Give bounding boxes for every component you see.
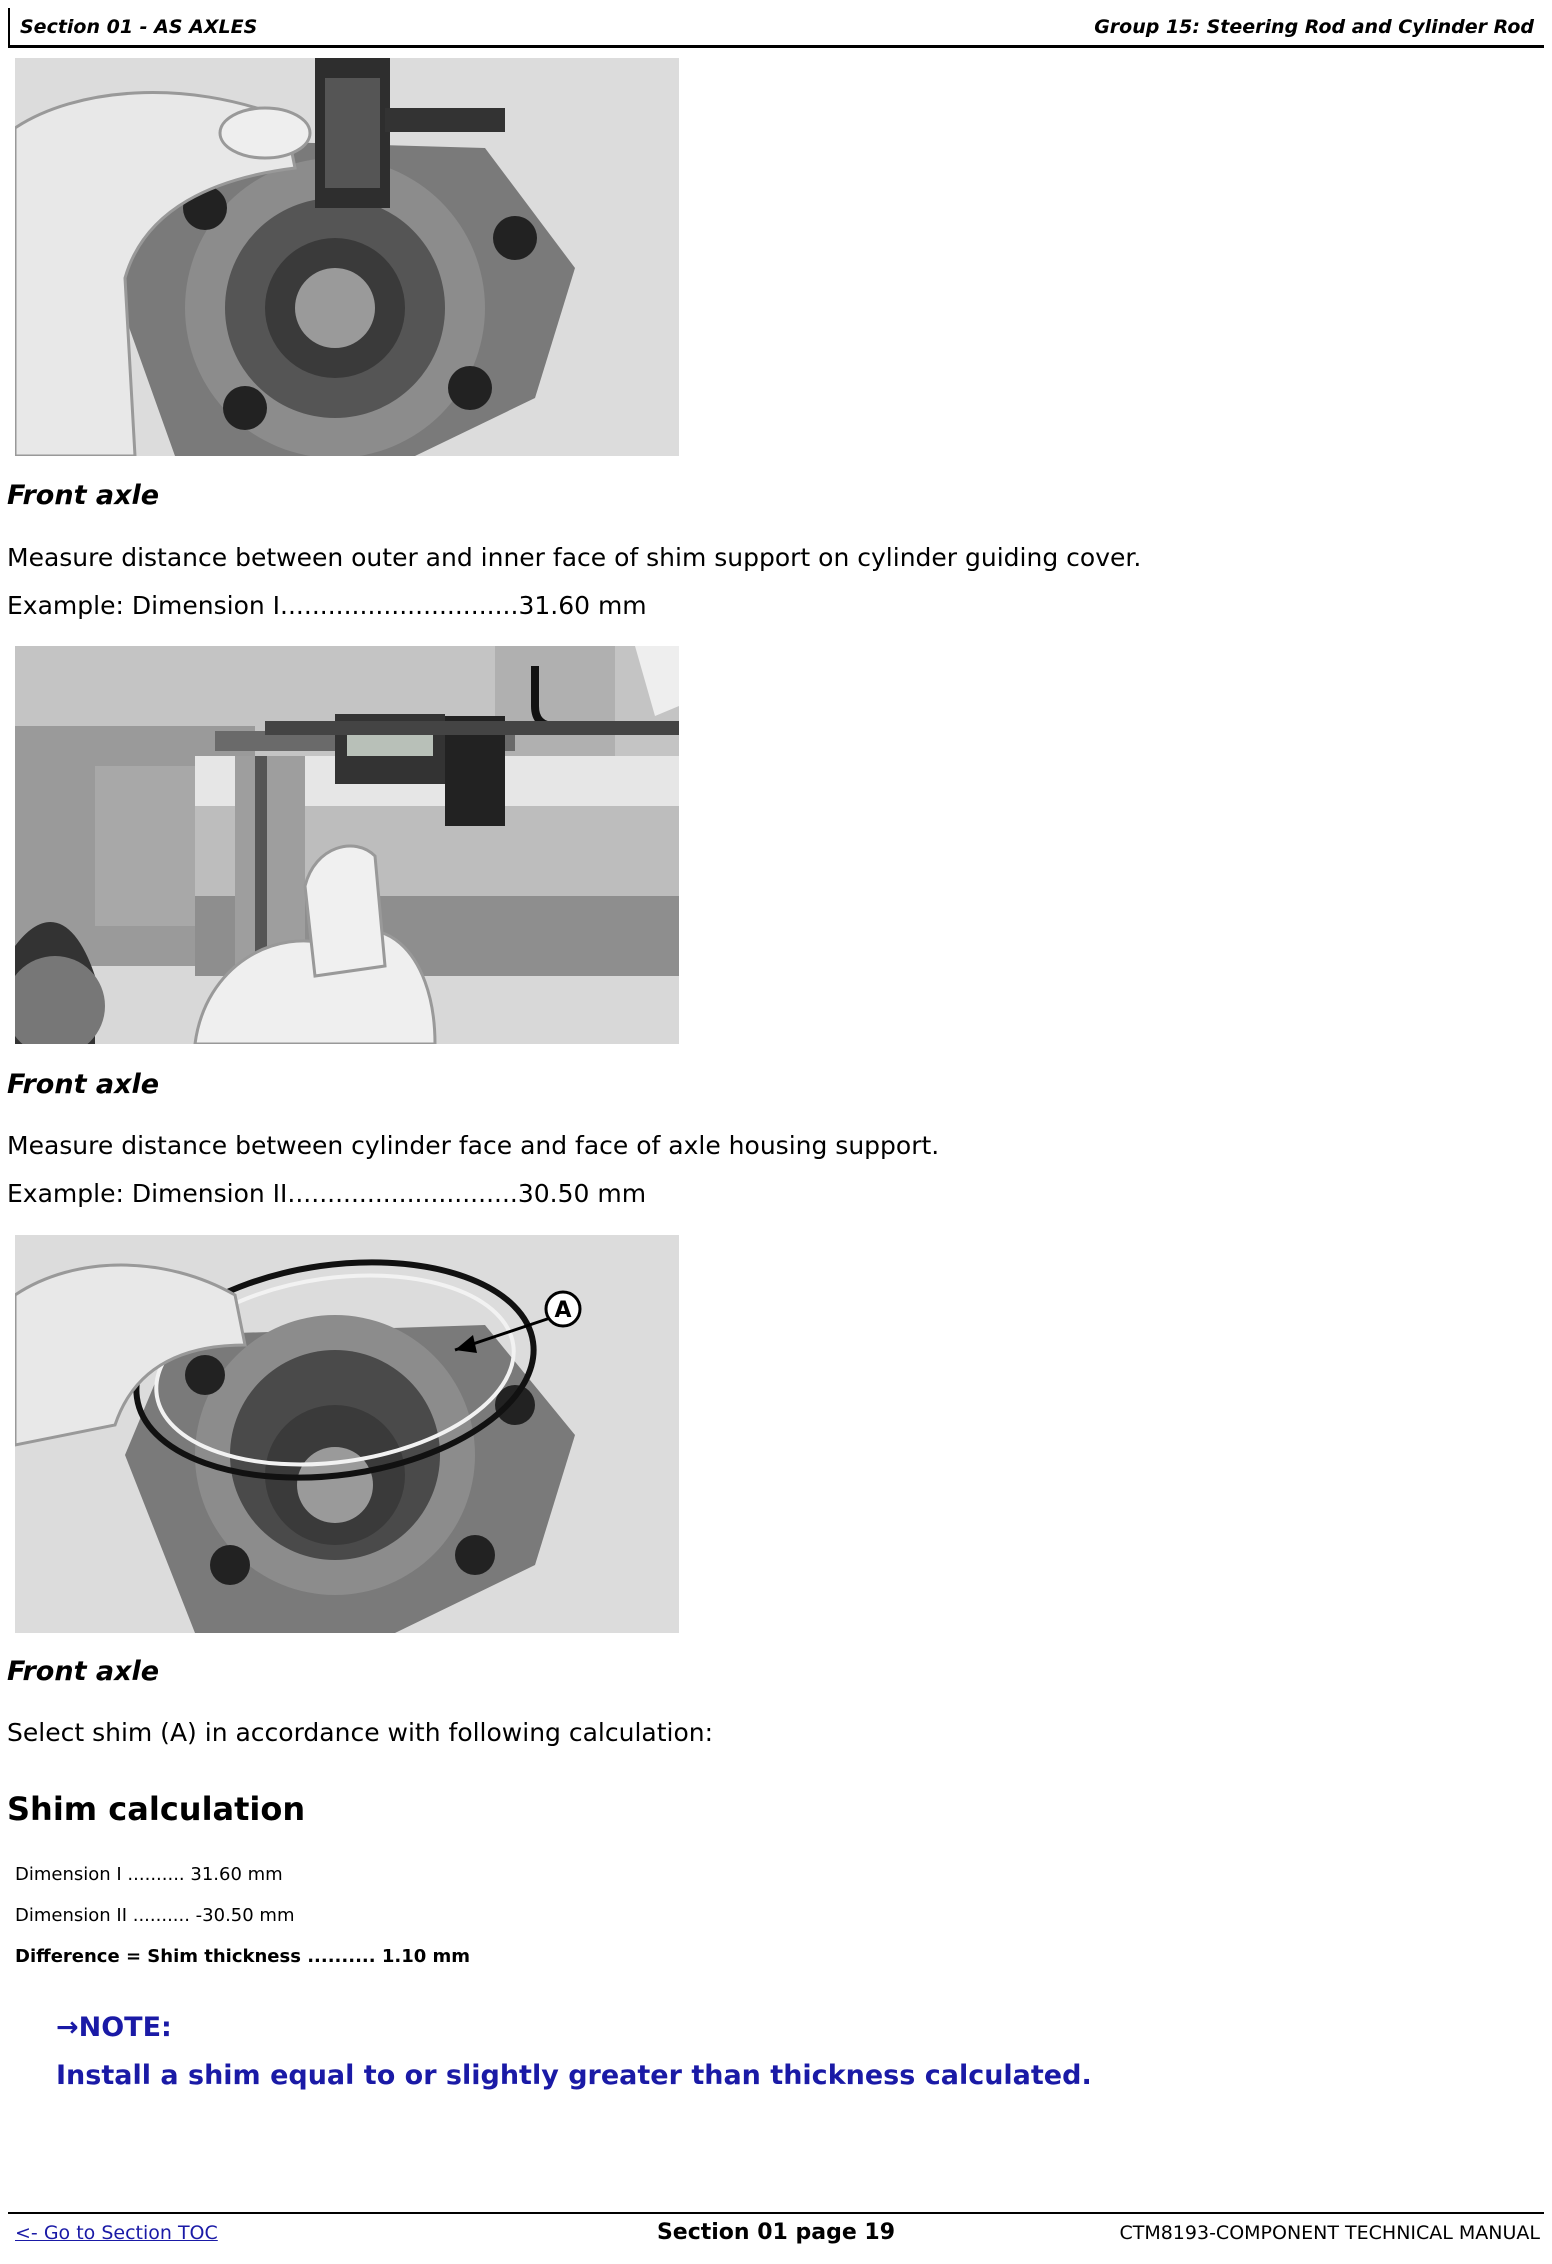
group-title: Group 15: Steering Rod and Cylinder Rod (1094, 16, 1534, 38)
callout-a-label: A (554, 1298, 572, 1323)
calc-difference: Difference = Shim thickness .......... 1.10 mm (15, 1946, 471, 1967)
section-toc-link[interactable]: <- Go to Section TOC (15, 2222, 218, 2244)
page-number: Section 01 page 19 (656, 2220, 896, 2245)
photo-caption-1: Front axle (7, 480, 160, 511)
calc-dimension-1: Dimension I .......... 31.60 mm (15, 1864, 283, 1885)
photo-caption-3: Front axle (7, 1656, 160, 1687)
photo-caliper-cylinder-face (15, 646, 679, 1044)
step-instruction-1: Measure distance between outer and inner face of shim support on cylinder guiding cover. (7, 543, 1142, 572)
step-instruction-2: Measure distance between cylinder face and face of axle housing support. (7, 1131, 940, 1160)
photo-caption-2: Front axle (7, 1069, 160, 1100)
note-label: →NOTE: (56, 2012, 172, 2043)
manual-title: CTM8193-COMPONENT TECHNICAL MANUAL (1119, 2222, 1540, 2244)
step-instruction-3: Select shim (A) in accordance with following calculation: (7, 1718, 714, 1747)
footer-divider (8, 2212, 1544, 2214)
note-text: Install a shim equal to or slightly greater than thickness calculated. (56, 2060, 1092, 2091)
page-header (8, 8, 1544, 48)
photo-shim-a (15, 1235, 679, 1633)
shim-calculation-heading: Shim calculation (7, 1790, 306, 1828)
photo-caliper-guiding-cover (15, 58, 679, 456)
calc-dimension-2: Dimension II .......... -30.50 mm (15, 1905, 295, 1926)
section-title: Section 01 - AS AXLES (20, 16, 258, 38)
step-example-2: Example: Dimension II.............................30.50 mm (7, 1179, 647, 1208)
step-example-1: Example: Dimension I..............................31.60 mm (7, 591, 647, 620)
